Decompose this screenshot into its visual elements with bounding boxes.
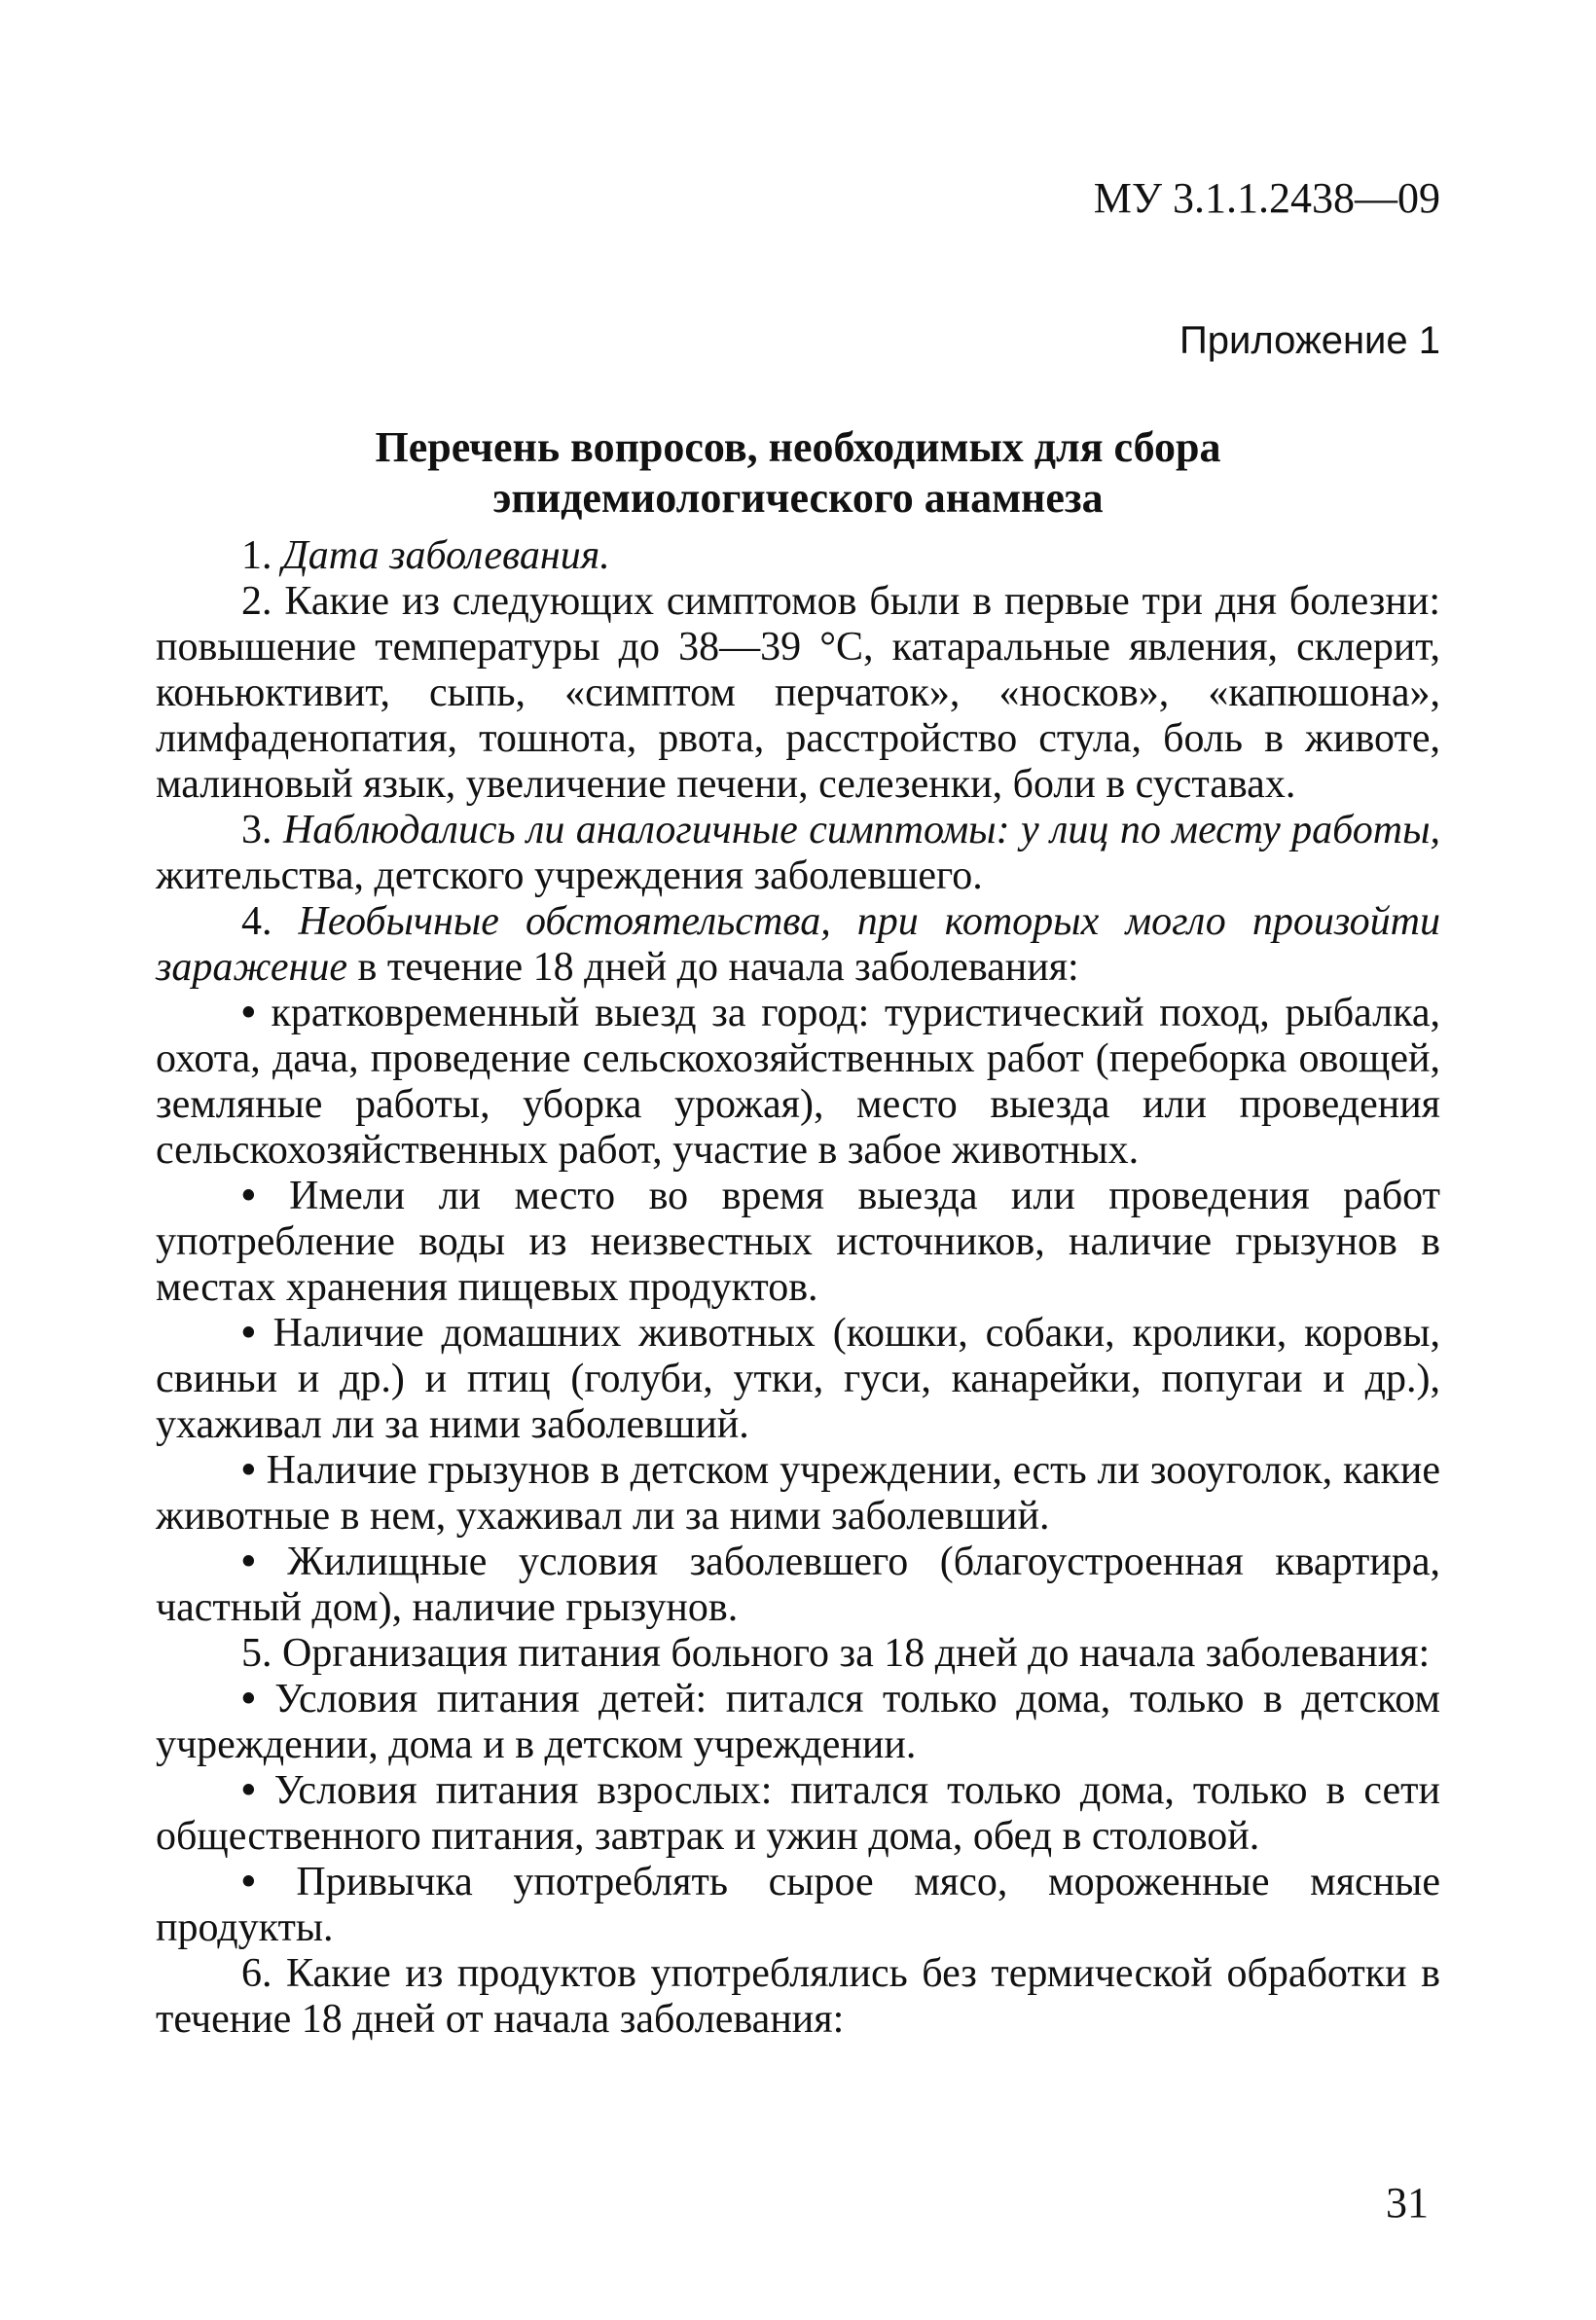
question-4-rest: в течение 18 дней до начала заболевания:	[347, 945, 1079, 990]
title-line-1: Перечень вопросов, необходимых для сбора	[375, 423, 1221, 471]
question-3	[156, 808, 1440, 899]
question-1	[156, 533, 1440, 579]
document-code: МУ 3.1.1.2438—09	[1093, 174, 1440, 222]
page-title	[156, 422, 1440, 524]
question-3-rest: жительства, детского учреждения заболевшего.	[156, 853, 983, 898]
question-1-text: Дата заболевания.	[282, 533, 610, 578]
question-4-bullet-5: • Жилищные условия заболевшего (благоустроенная квартира, частный дом), наличие грызунов.	[156, 1540, 1440, 1631]
title-line-2: эпидемиологического анамнеза	[492, 474, 1104, 522]
question-5: 5. Организация питания больного за 18 дней до начала заболевания:	[241, 1631, 1431, 1676]
question-6: 6. Какие из продуктов употреблялись без термической обработки в течение 18 дней от начала заболевания:	[156, 1951, 1440, 2042]
question-4-bullet-1: • кратковременный выезд за город: туристический поход, рыбалка, охота, дача, проведение сельскохозяйственных работ (переборка овощей, земляные работы, уборка урожая), место выезда или проведения сельскохозяйственных работ, участие в забое животных.	[156, 991, 1440, 1174]
question-5-bullet-2: • Условия питания взрослых: питался только дома, только в сети общественного питания, завтрак и ужин дома, обед в столовой.	[156, 1768, 1440, 1860]
question-4-lead: Необычные обстоятельства, при которых могло произойти заражение	[156, 899, 1440, 990]
question-3-number: 3.	[241, 808, 283, 852]
appendix-label: Приложение 1	[1179, 319, 1440, 362]
question-4	[156, 899, 1440, 991]
question-list	[156, 533, 1440, 2043]
question-2: 2. Какие из следующих симптомов были в первые три дня болезни: повышение температуры до 38—39 °С, катаральные явления, склерит, коньюктивит, сыпь, «симптом перчаток», «носков», «капюшона», лимфаденопатия, тошнота, рвота, расстройство стула, боль в животе, малиновый язык, увеличение печени, селезенки, боли в суставах.	[156, 579, 1440, 807]
question-5-bullet-1: • Условия питания детей: питался только дома, только в детском учреждении, дома и в детском учреждении.	[156, 1677, 1440, 1768]
question-1-number: 1.	[241, 533, 282, 578]
question-5-bullet-3: • Привычка употреблять сырое мясо, мороженные мясные продукты.	[156, 1860, 1440, 1951]
question-3-lead: Наблюдались ли аналогичные симптомы: у лиц по месту работы,	[282, 808, 1441, 852]
page-number: 31	[1386, 2179, 1429, 2227]
question-4-bullet-4: • Наличие грызунов в детском учреждении, есть ли зооуголок, какие животные в нем, ухаживал ли за ними заболевший.	[156, 1448, 1440, 1540]
question-4-number: 4.	[241, 899, 299, 944]
question-4-bullet-2: • Имели ли место во время выезда или проведения работ употребление воды из неизвестных источников, наличие грызунов в местах хранения пищевых продуктов.	[156, 1174, 1440, 1311]
question-4-bullet-3: • Наличие домашних животных (кошки, собаки, кролики, коровы, свиньи и др.) и птиц (голуби, утки, гуси, канарейки, попугаи и др.), ухаживал ли за ними заболевший.	[156, 1311, 1440, 1448]
